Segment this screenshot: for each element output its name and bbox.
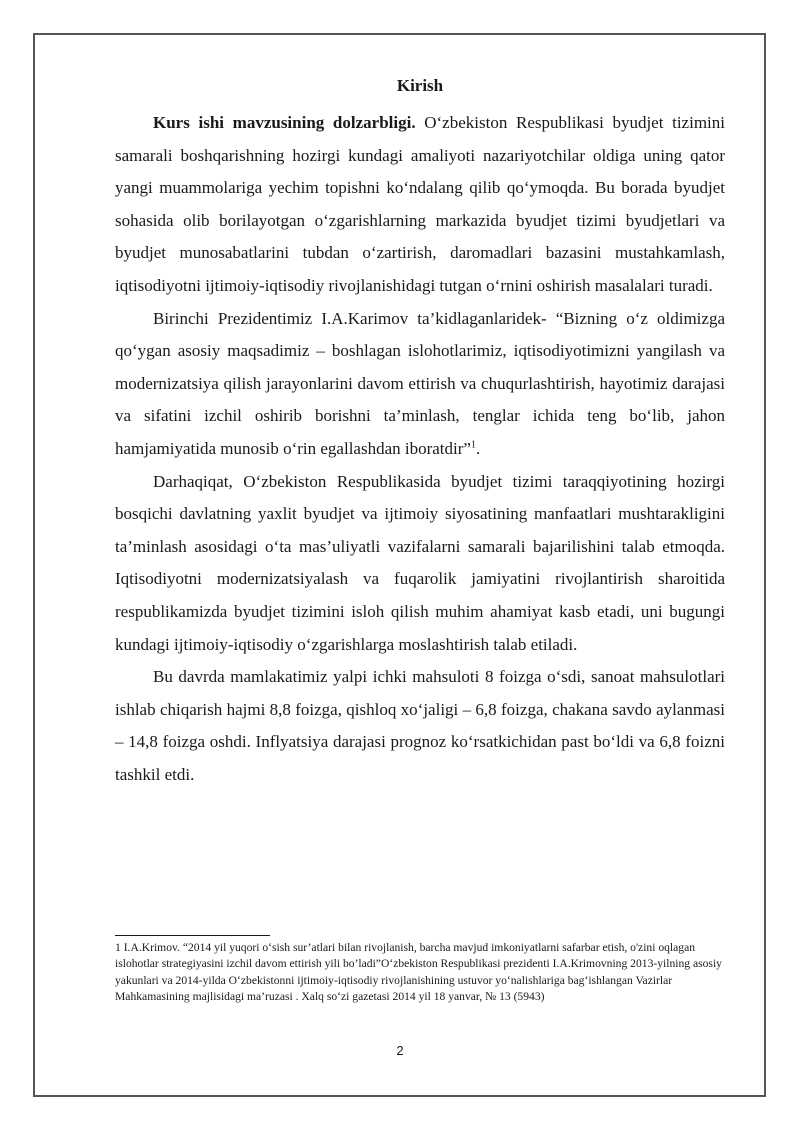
footnote-separator: [115, 935, 270, 936]
paragraph-4: [115, 661, 725, 791]
document-body: [115, 74, 725, 791]
paragraph-tail: .: [475, 438, 481, 458]
paragraph-text: Bu davrda mamlakatimiz yalpi ichki mahsuloti 8 foizga o‘sdi, sanoat mahsulotlari ishlab chiqarish hajmi 8,8 foizga, qishloq xo‘jaligi – 6,8 foizga, chakana savdo aylanmasi – 14,8 foizga oshdi. Inflyatsiya darajasi prognoz ko‘rsatkichidan past bo‘ldi va 6,8 foizni tashkil etdi.: [115, 667, 725, 784]
paragraph-text: O‘zbekiston Respublikasi byudjet tizimini samarali boshqarishning hozirgi kundagi amaliyoti nazariyotchilar oldiga uning qator yangi muammolariga yechim topishni ko‘ndalang qilib qo‘ymoqda. Bu borada byudjet sohasida olib borilayotgan o‘zgarishlarning markazida byudjet tizimi byudjetlari va byudjet munosabatlarini tubdan o‘zartirish, daromadlari bazasini mustahkamlash, iqtisodiyotni ijtimoiy-iqtisodiy rivojlanishidagi tutgan o‘rnini oshirish masalalari turadi.: [115, 113, 725, 295]
paragraph-2: [115, 303, 725, 466]
paragraph-3: [115, 466, 725, 662]
page-number: 2: [396, 1043, 404, 1058]
paragraph-1: [115, 107, 725, 303]
footnote: 1 I.A.Krimov. “2014 yil yuqori o‘sish sur’atlari bilan rivojlanish, barcha mavjud imkoniyatlarni safarbar etish, o'zini oqlagan islohotlar strategiyasini izchil davom ettirish yili bo’ladi”O‘zbekiston Respublikasi prezidenti I.A.Krimovning 2013-yilning asosiy yakunlari va 2014-yilda O‘zbekistonni ijtimoiy-iqtisodiy rivojlanishining ustuvor yo‘nalishlariga bag‘ishlangan Vazirlar Mahkamasining majlisidagi ma’ruzasi . Xalq so‘zi gazetasi 2014 yil 18 yanvar, № 13 (5943): [115, 941, 722, 1004]
footnote-reference[interactable]: 1: [470, 439, 476, 451]
paragraph-lead: Kurs ishi mavzusining dolzarbligi.: [153, 113, 416, 132]
paragraph-text: Birinchi Prezidentimiz I.A.Karimov ta’kidlaganlaridek- “Bizning o‘z oldimizga qo‘ygan asosiy maqsadimiz – boshlagan islohotlarimiz, iqtisodiyotimizni yangilash va modernizatsiya qilish jarayonlarini davom ettirish va chuqurlashtirish, hayotimiz darajasi va sifatini izchil oshirib borishni ta’minlash, tenglar ichida teng bo‘lib, jahon hamjamiyatida munosib o‘rin egallashdan iboratdir”: [115, 308, 725, 458]
paragraph-text: Darhaqiqat, O‘zbekiston Respublikasida byudjet tizimi taraqqiyotining hozirgi bosqichi davlatning yaxlit byudjet va ijtimoiy siyosatining manfaatlari mushtarakligini ta’minlash asosidagi o‘ta mas’uliyatli vazifalarni samarali bajarilishini talab etmoqda. Iqtisodiyotni modernizatsiyalash va fuqarolik jamiyatini rivojlantirish sharoitida respublikamizda byudjet tizimini isloh qilish muhim ahamiyat kasb etadi, uni bugungi kundagi ijtimoiy-iqtisodiy o‘zgarishlarga moslashtirish talab etiladi.: [115, 471, 725, 654]
document-title: Kirish: [396, 76, 444, 95]
